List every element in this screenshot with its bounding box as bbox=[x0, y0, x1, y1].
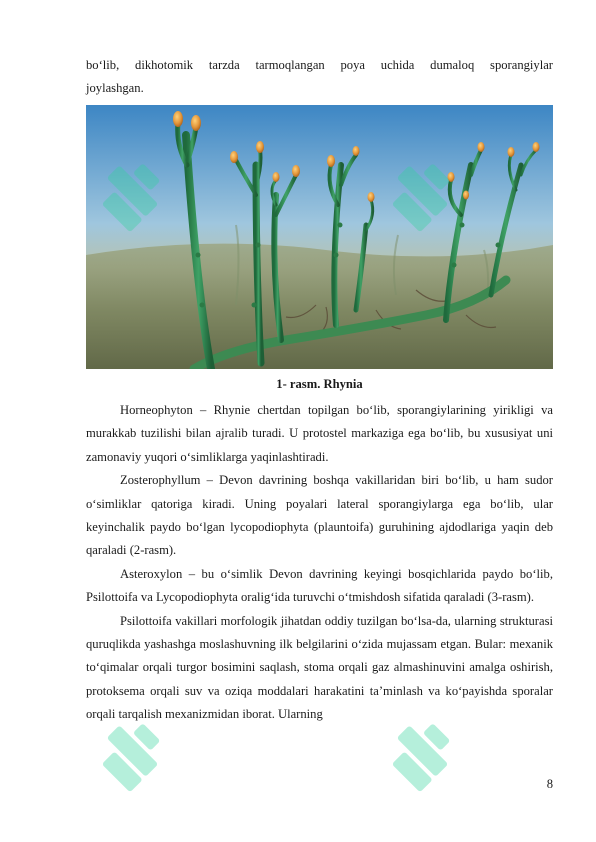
body-text bbox=[86, 399, 553, 727]
intro-line-1: bo‘lib, dikhotomik tarzda tarmoqlangan poya uchida dumaloq sporangiylar bbox=[86, 58, 553, 72]
intro-paragraph bbox=[86, 54, 553, 101]
figure-caption: 1- rasm. Rhynia bbox=[276, 377, 363, 391]
paragraph-asteroxylon: Asteroxylon – bu o‘simlik Devon davrining keyingi bosqichlarida paydo bo‘lib, Psilottoifa va Lycopodiophyta oralig‘ida turuvchi o‘tmishdosh sifatida qaraladi (3-rasm). bbox=[86, 566, 553, 605]
paragraph-psilottoifa: Psilottoifa vakillari morfologik jihatdan oddiy tuzilgan bo‘lsa-da, ularning strukturasi quruqlikda yashashga moslashuvning ilk belgilarini o‘zida mujassam etgan. Bular: mexanik to‘qimalar orqali turgor bosimini saqlash, stoma orqali gaz almashinuvini amalga oshirish, protoksema orqali suv va oziqa moddalari harakatini ta’minlash va ko‘payishda sporalar orqali tarqalish mexanizmidan iborat. Ularning bbox=[86, 613, 553, 722]
intro-line-2: joylashgan. bbox=[86, 81, 144, 96]
paragraph-zosterophyllum: Zosterophyllum – Devon davrining boshqa vakillaridan biri bo‘lib, u ham sudor o‘simliklar qatoriga kiradi. Uning poyalari lateral sporangiylarga ega bo‘lib, ular keyinchalik paydo bo‘lgan lycopodiophyta (plauntoifa) guruhining ajdodlariga yaqin deb qaraladi (2-rasm). bbox=[86, 473, 553, 558]
rhynia-illustration bbox=[86, 105, 553, 369]
page-number: 8 bbox=[546, 777, 553, 791]
paragraph-horneophyton: Horneophyton – Rhynie chertdan topilgan bo‘lib, sporangiylarining yirikligi va murakkab tuzilishi bilan ajralib turadi. U protostel markaziga ega bo‘lib, bu xususiyat uni zamonaviy yuqori o‘simliklarga yaqinlashtiradi. bbox=[86, 403, 553, 464]
